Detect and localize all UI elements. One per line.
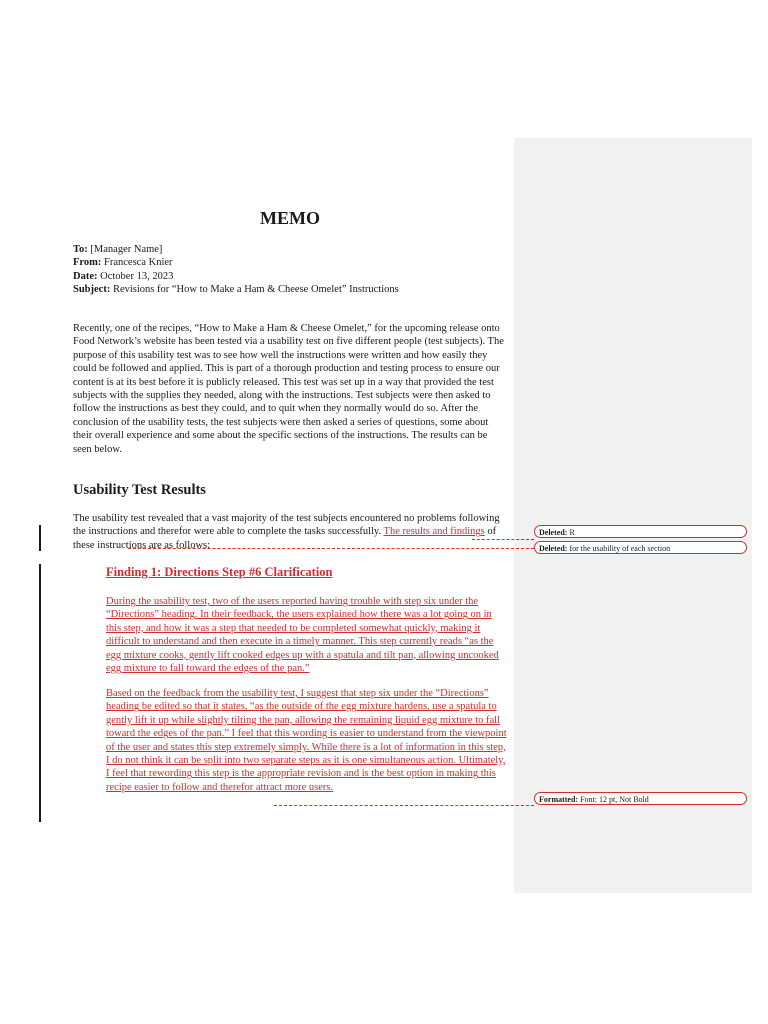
comment-balloon-formatted[interactable] bbox=[534, 792, 747, 805]
comment-text: for the usability of each section bbox=[569, 544, 671, 553]
finding-paragraph-1: During the usability test, two of the users reported having trouble with step six under the “Directions” heading. In their feedback, the users explained how there was a lot going on in this step, and how it was a step that needed to be completed somewhat quickly, making it difficult to understand and then execute in a timely manner. This step currently reads “as the egg mixture cooks, gently lift cooked edges up with a spatula and tilt pan, allowing uncooked egg mixture to fall toward the edges of the pan.” bbox=[106, 596, 499, 675]
finding-paragraph-2: Based on the feedback from the usability test, I suggest that step six under the “Directions” heading be edited so that it states, “as the outside of the egg mixture hardens, use a spatula to gently lift it up while slightly tilting the pan, allowing the remaining liquid egg mixture to fall toward the edges of the pan.” I feel that this wording is easier to understand from the viewpoint of the user and states this step extremely simply. While there is a lot of information in this step, I do not think it can be split into two separate steps as it is one simultaneous action. Ultimately, I feel that rewording this step is the appropriate revision and is the best option in making this recipe easier to follow and therefor attract more users. bbox=[106, 688, 507, 793]
from-line bbox=[73, 256, 513, 269]
to-value: [Manager Name] bbox=[90, 244, 163, 255]
from-label: From: bbox=[73, 257, 102, 269]
comment-connector bbox=[274, 805, 534, 806]
intro-paragraph: Recently, one of the recipes, “How to Make a Ham & Cheese Omelet,” for the upcoming release onto Food Network’s website has been tested via a usability test on five different people (test subjects). The purpose of this usability test was to see how well the instructions were written and how easily they could be followed and applied. This is part of a thorough production and testing process to ensure our content is at its best before it is publicly released. This test was set up in a way that provided the test subjects with the supplies they needed, along with the instructions. Test subjects were then asked to follow the instructions as best they could, and to quit when they normally would do so. After the conclusion of the usability tests, the test subjects were then asked a series of questions, some about their overall experience and some about the specific sections of the instructions. The results can be seen below. bbox=[73, 323, 504, 455]
markup-pane bbox=[514, 138, 752, 893]
comment-label: Deleted: bbox=[539, 544, 568, 553]
subject-line bbox=[73, 283, 513, 296]
subject-value: Revisions for “How to Make a Ham & Cheese Omelet” Instructions bbox=[112, 284, 399, 296]
inserted-text[interactable]: The results and findings bbox=[383, 526, 485, 538]
memo-title: MEMO bbox=[260, 208, 320, 228]
comment-connector bbox=[472, 539, 534, 540]
from-value: Francesca Knier bbox=[104, 257, 173, 269]
change-bar bbox=[39, 564, 41, 822]
to-label: To: bbox=[73, 244, 88, 255]
comment-label: Formatted: bbox=[539, 795, 579, 804]
comment-label: Deleted: bbox=[539, 528, 568, 537]
comment-balloon-deleted[interactable] bbox=[534, 525, 747, 538]
results-text-after: of these instructions are as follows: bbox=[73, 526, 497, 551]
finding-heading: Finding 1: Directions Step #6 Clarification bbox=[106, 565, 333, 579]
comment-text: R bbox=[569, 528, 575, 537]
subject-label: Subject: bbox=[73, 284, 111, 296]
date-value: October 13, 2023 bbox=[100, 270, 174, 282]
results-paragraph bbox=[73, 512, 508, 552]
comment-connector bbox=[128, 548, 534, 549]
comment-balloon-deleted[interactable] bbox=[534, 541, 747, 554]
results-text-before: The usability test revealed that a vast majority of the test subjects encountered no problems following the instructions and therefor were able to complete the tasks successfully. bbox=[73, 513, 500, 538]
comment-text: Font: 12 pt, Not Bold bbox=[580, 795, 649, 804]
to-line bbox=[73, 243, 513, 256]
date-line bbox=[73, 270, 513, 283]
change-bar bbox=[39, 525, 41, 551]
section-heading: Usability Test Results bbox=[73, 482, 206, 498]
date-label: Date: bbox=[73, 270, 98, 282]
memo-header bbox=[73, 243, 513, 297]
